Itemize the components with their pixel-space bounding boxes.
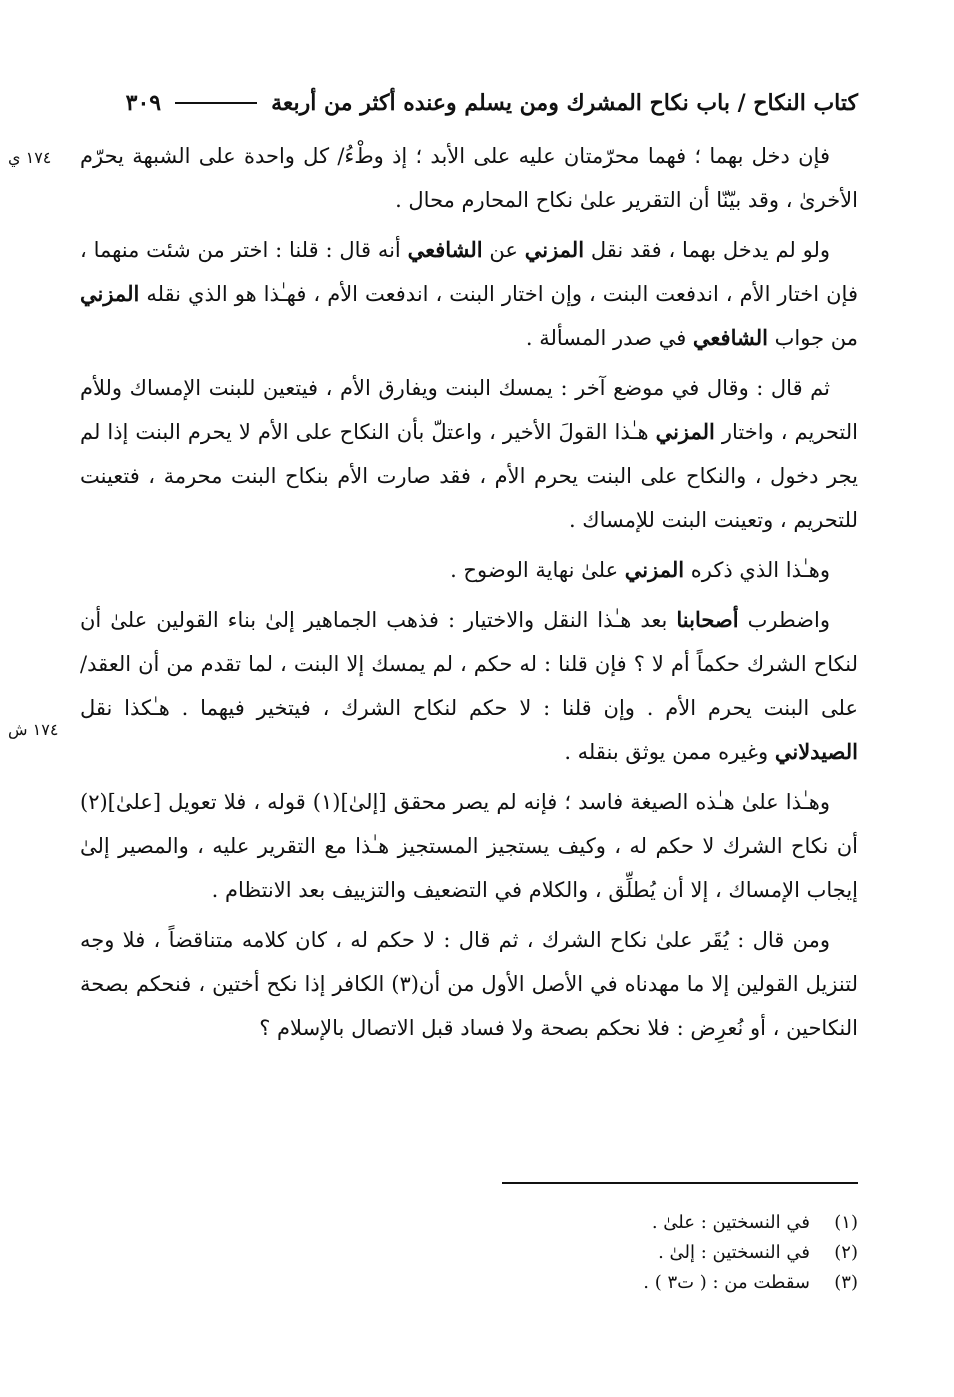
margin-note-1: ١٧٤ ي xyxy=(8,148,52,167)
running-header xyxy=(80,82,858,124)
paragraph-7: ومن قال : يُقَر علىٰ نكاح الشرك ، ثم قال : لا حكم له ، كان كلامه متناقضاً ، فلا وجه لتنزيل القولين إلا ما مهدناه في الأصل الأول من أن(٣) الكافر إذا نكح أختين ، فنحكم بصحة النكاحين ، أو نُعرِض : فلا نحكم بصحة ولا فساد قبل الاتصال بالإسلام ؟ xyxy=(80,928,858,1040)
margin-note-2: ١٧٤ ش xyxy=(8,720,59,739)
name-muzani: المزني xyxy=(655,419,715,444)
page-number: ٣٠٩ xyxy=(125,90,162,116)
footnote: (٣) سقطت من : ( ت٣ ) . xyxy=(643,1272,858,1293)
paragraph-4: وهـٰذا الذي ذكره المزني علىٰ نهاية الوضوح . xyxy=(450,557,830,582)
name-shafii: الشافعي xyxy=(692,325,768,350)
paragraph-1: فإن دخل بهما ؛ فهما محرّمتان عليه على الأبد ؛ إذ وطْءُ/ كل واحدة على الشبهة يحرّم الأخرىٰ ، وقد بيّنّا أن التقرير علىٰ نكاح المحارم محال . xyxy=(80,144,858,212)
paragraph-3: ثم قال : وقال في موضع آخر : يمسك البنت ويفارق الأم ، فيتعين للبنت الإمساك وللأم التحريم ، واختار المزني هـٰذا القولَ الأخير ، واعتلّ بأن النكاح على الأم لا يحرم البنت إذا لم يجر دخول ، والنكاح على البنت يحرم الأم ، فقد صارت الأم بنكاح البنت محرمة ، فتعينت للتحريم ، وتعينت البنت للإمساك . xyxy=(80,376,858,532)
paragraph-2: ولو لم يدخل بهما ، فقد نقل المزني عن الشافعي أنه قال : قلنا : اختر من شئت منهما ، فإن اختار الأم ، اندفعت البنت ، وإن اختار البنت ، اندفعت الأم ، فهـٰذا هو الذي نقله المزني من جواب الشافعي في صدر المسألة . xyxy=(80,237,858,350)
name-muzani: المزني xyxy=(524,237,585,262)
name-shafii: الشافعي xyxy=(407,237,483,262)
page-body xyxy=(80,134,858,1056)
header-title: كتاب النكاح / باب نكاح المشرك ومن يسلم وعنده أكثر من أربعة xyxy=(271,90,858,116)
name-muzani: المزني xyxy=(624,557,685,582)
name-saydalani: الصيدلاني xyxy=(774,739,858,764)
footnote: (٢) في النسختين : إلىٰ . xyxy=(658,1242,858,1263)
footnote: (١) في النسختين : علىٰ . xyxy=(651,1212,858,1233)
footnote-rule xyxy=(502,1182,858,1184)
header-dash xyxy=(175,102,257,104)
paragraph-5: واضطرب أصحابنا بعد هـٰذا النقل والاختيار : فذهب الجماهير إلىٰ بناء القولين علىٰ أن لنكاح الشرك حكماً أم لا ؟ فإن قلنا : له حكم ، لم يمسك إلا البنت ، لما تقدم من أن العقد/ على البنت يحرم الأم . وإن قلنا : لا حكم لنكاح الشرك ، فيتخير فيهما . هـٰكذا نقل الصيدلاني وغيره ممن يوثق بنقله . xyxy=(80,607,858,764)
footnotes xyxy=(300,1208,858,1298)
name-muzani: المزني xyxy=(80,281,140,306)
paragraph-6: وهـٰذا علىٰ هـٰذه الصيغة فاسد ؛ فإنه لم يصر محقق [إلىٰ](١) قوله ، فلا تعويل [علىٰ](٢) أن نكاح الشرك لا حكم له ، وكيف يستجيز المستجيز هـٰذا مع التقرير عليه ، والمصير إلىٰ إيجاب الإمساك ، إلا أن يُطلِّق ، والكلام في التضعيف والتزييف بعد الانتظام . xyxy=(80,790,858,902)
name-ashabuna: أصحابنا xyxy=(676,607,739,632)
